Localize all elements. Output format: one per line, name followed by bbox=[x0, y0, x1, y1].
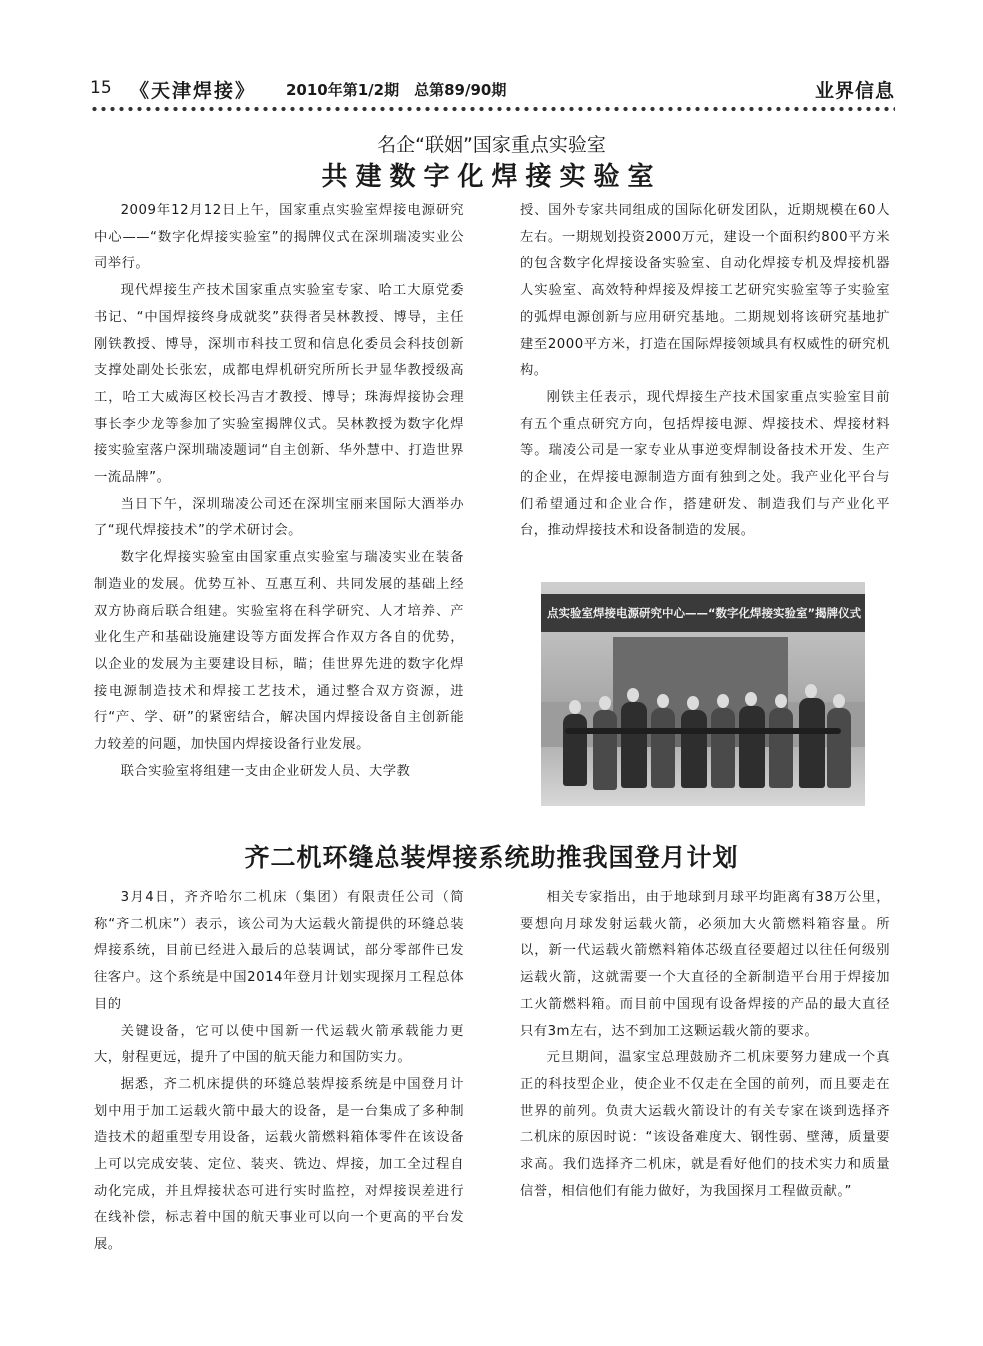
article1-paragraph: 刚铁主任表示，现代焊接生产技术国家重点实验室目前有五个重点研究方向，包括焊接电源、焊接技术、焊接材料等。瑞凌公司是一家专业从事逆变焊制设备技术开发、生产的企业，在焊接电源制造方面有独到之处。我产业化平台与们希望通过和企业合作，搭建研发、制造我们与产业化平台，推动焊接技术和设备制造的发展。 bbox=[520, 389, 890, 539]
article2-right-column bbox=[520, 885, 890, 1205]
dotted-divider bbox=[90, 104, 895, 114]
person bbox=[651, 708, 675, 788]
photo-banner-text: 点实验室焊接电源研究中心——“数字化焊接实验室”揭牌仪式 bbox=[547, 606, 862, 620]
photo-banner bbox=[541, 594, 865, 632]
person bbox=[711, 708, 735, 788]
article1-paragraph: 当日下午，深圳瑞凌公司还在深圳宝丽来国际大酒举办了“现代焊接技术”的学术研讨会。 bbox=[94, 496, 464, 539]
person bbox=[799, 698, 825, 788]
section-title: 业界信息 bbox=[814, 80, 895, 102]
ceremony-photo bbox=[541, 582, 865, 806]
article2-paragraph: 相关专家指出，由于地球到月球平均距离有38万公里，要想向月球发射运载火箭，必须加大火箭燃料箱容量。所以，新一代运载火箭燃料箱体芯级直径要超过以往任何级别运载火箭，这就需要一个大直径的全新制造平台用于焊接加工火箭燃料箱。而目前中国现有设备焊接的产品的最大直径只有3m左右，达不到加工这颗运载火箭的要求。 bbox=[520, 890, 890, 1039]
article2-paragraph: 元旦期间，温家宝总理鼓励齐二机床要努力建成一个真正的科技型企业，使企业不仅走在全国的前列，而且要走在世界的前列。负责大运载火箭设计的有关专家在谈到选择齐二机床的原因时说：“该设备难度大、钢性弱、壁薄，质量要求高。我们选择齐二机床，就是看好他们的技术实力和质量信誉，相信他们有能力做好，为我国探月工程做贡献。” bbox=[520, 1050, 890, 1199]
person bbox=[769, 708, 793, 788]
person bbox=[593, 710, 617, 790]
issue-info: 2010年第1/2期 总第89/90期 bbox=[286, 81, 507, 99]
article1-paragraph: 联合实验室将组建一支由企业研发人员、大学教 bbox=[120, 763, 411, 779]
person bbox=[563, 714, 587, 786]
article2-left-column bbox=[94, 885, 464, 1259]
article2-paragraph: 据悉，齐二机床提供的环缝总装焊接系统是中国登月计划中用于加工运载火箭中最大的设备，是一台集成了多种制造技术的超重型专用设备，运载火箭燃料箱体零件在该设备上可以完成安装、定位、装夹、铣边、焊接，加工全过程自动化完成，并且焊接状态可进行实时监控，对焊接误差进行在线补偿，标志着中国的航天事业可以向一个更高的平台发展。 bbox=[94, 1076, 464, 1253]
person bbox=[681, 710, 707, 788]
article1-paragraph: 现代焊接生产技术国家重点实验室专家、哈工大原党委书记、“中国焊接终身成就奖”获得者吴林教授、博导，主任刚铁教授、博导，深圳市科技工贸和信息化委员会科技创新支撑处副处长张宏，成都电焊机研究所所长尹显华教授级高工，哈工大威海区校长冯吉才教授、博导；珠海焊接协会理事长李少龙等参加了实验室揭牌仪式。吴林教授为数字化焊接实验室落户深圳瑞凌题词“自主创新、华外慧中、打造世界一流品牌”。 bbox=[94, 283, 464, 486]
journal-title: 《天津焊接》 bbox=[130, 80, 257, 102]
page-header bbox=[90, 76, 895, 102]
article1-left-column bbox=[94, 198, 464, 785]
article1-right-column bbox=[520, 198, 890, 545]
article1-paragraph: 授、国外专家共同组成的国际化研发团队，近期规模在60人左右。一期规划投资2000万元，建设一个面积约800平方米的包含数字化焊接设备实验室、自动化焊接专机及焊接机器人实验室、高效特种焊接及焊接工艺研究实验室等子实验室的弧焊电源创新与应用研究基地。二期规划将该研究基地扩建至2000平方米，打造在国际焊接领域具有权威性的研究机构。 bbox=[520, 203, 890, 379]
person bbox=[739, 706, 765, 788]
article2-paragraph: 3月4日，齐齐哈尔二机床（集团）有限责任公司（简称“齐二机床”）表示，该公司为大运载火箭提供的环缝总装焊接系统，目前已经进入最后的总装调试，部分零部件已发往客户。这个系统是中国2014年登月计划实现探月工程总体目的 bbox=[94, 890, 464, 1012]
article1-paragraph: 2009年12月12日上午，国家重点实验室焊接电源研究中心——“数字化焊接实验室”的揭牌仪式在深圳瑞凌实业公司举行。 bbox=[94, 203, 464, 272]
page-number: 15 bbox=[90, 78, 112, 98]
article2-paragraph: 关键设备，它可以使中国新一代运载火箭承载能力更大，射程更远，提升了中国的航天能力和国防实力。 bbox=[94, 1023, 464, 1066]
ribbon bbox=[565, 728, 841, 734]
person bbox=[621, 702, 647, 788]
article2-title: 齐二机环缝总装焊接系统助推我国登月计划 bbox=[244, 843, 739, 872]
article1-pretitle: 名企“联姻”国家重点实验室 bbox=[377, 134, 606, 156]
article1-title: 共建数字化焊接实验室 bbox=[321, 162, 662, 192]
person bbox=[827, 708, 851, 788]
article1-paragraph: 数字化焊接实验室由国家重点实验室与瑞凌实业在装备制造业的发展。优势互补、互惠互利、共同发展的基础上经双方协商后联合组建。实验室将在科学研究、人才培养、产业化生产和基础设施建设等方面发挥合作双方各自的优势，以企业的发展为主要建设目标，瞄；佳世界先进的数字化焊接电源制造技术和焊接工艺技术，通过整合双方资源，进行“产、学、研”的紧密结合，解决国内焊接设备自主创新能力较差的问题，加快国内焊接设备行业发展。 bbox=[94, 550, 464, 753]
